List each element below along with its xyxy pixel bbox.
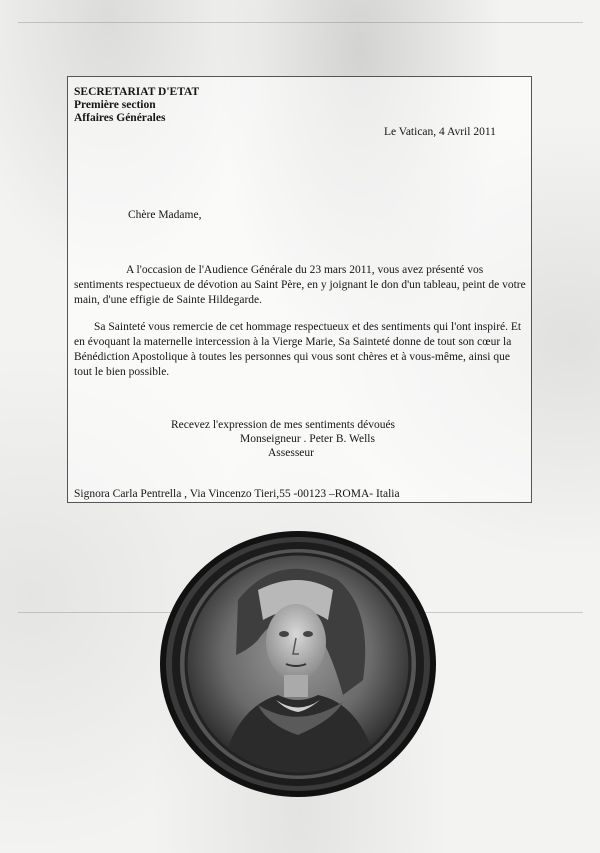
salutation: Chère Madame, xyxy=(128,209,202,221)
paragraph-2: Sa Sainteté vous remercie de cet hommage respectueux et des sentiments qui l'ont inspiré. Et en évoquant la maternelle intercession à la Vierge Marie, Sa Sainteté donne de tout son cœur la Bénédiction Apostolique à toutes les personnes qui vous sont chères et à vous-même, ainsi que tout le bien possible. xyxy=(74,321,522,378)
closing-line: Recevez l'expression de mes sentiments dévoués xyxy=(171,419,396,431)
date-line: Le Vatican, 4 Avril 2011 xyxy=(384,126,496,138)
portrait-painting xyxy=(158,530,438,798)
header-secretariat: SECRETARIAT D'ETAT xyxy=(74,86,200,98)
signatory-title: Assesseur xyxy=(268,447,314,459)
header-section: Première section xyxy=(74,99,156,111)
recipient-address: Signora Carla Pentrella , Via Vincenzo Tieri,55 -00123 –ROMA- Italia xyxy=(74,488,400,500)
signatory-name: Monseigneur . Peter B. Wells xyxy=(240,433,375,445)
fold-line xyxy=(18,22,583,23)
painting-image xyxy=(158,530,438,798)
letter-box xyxy=(67,76,532,503)
paragraph-1: A l'occasion de l'Audience Générale du 23 mars 2011, vous avez présenté vos sentiments respectueux de dévotion au Saint Père, en y joignant le don d'un tableau, peint de votre main, d'une effigie de Sainte Hildegarde. xyxy=(74,264,526,306)
header-affairs: Affaires Générales xyxy=(74,112,166,124)
